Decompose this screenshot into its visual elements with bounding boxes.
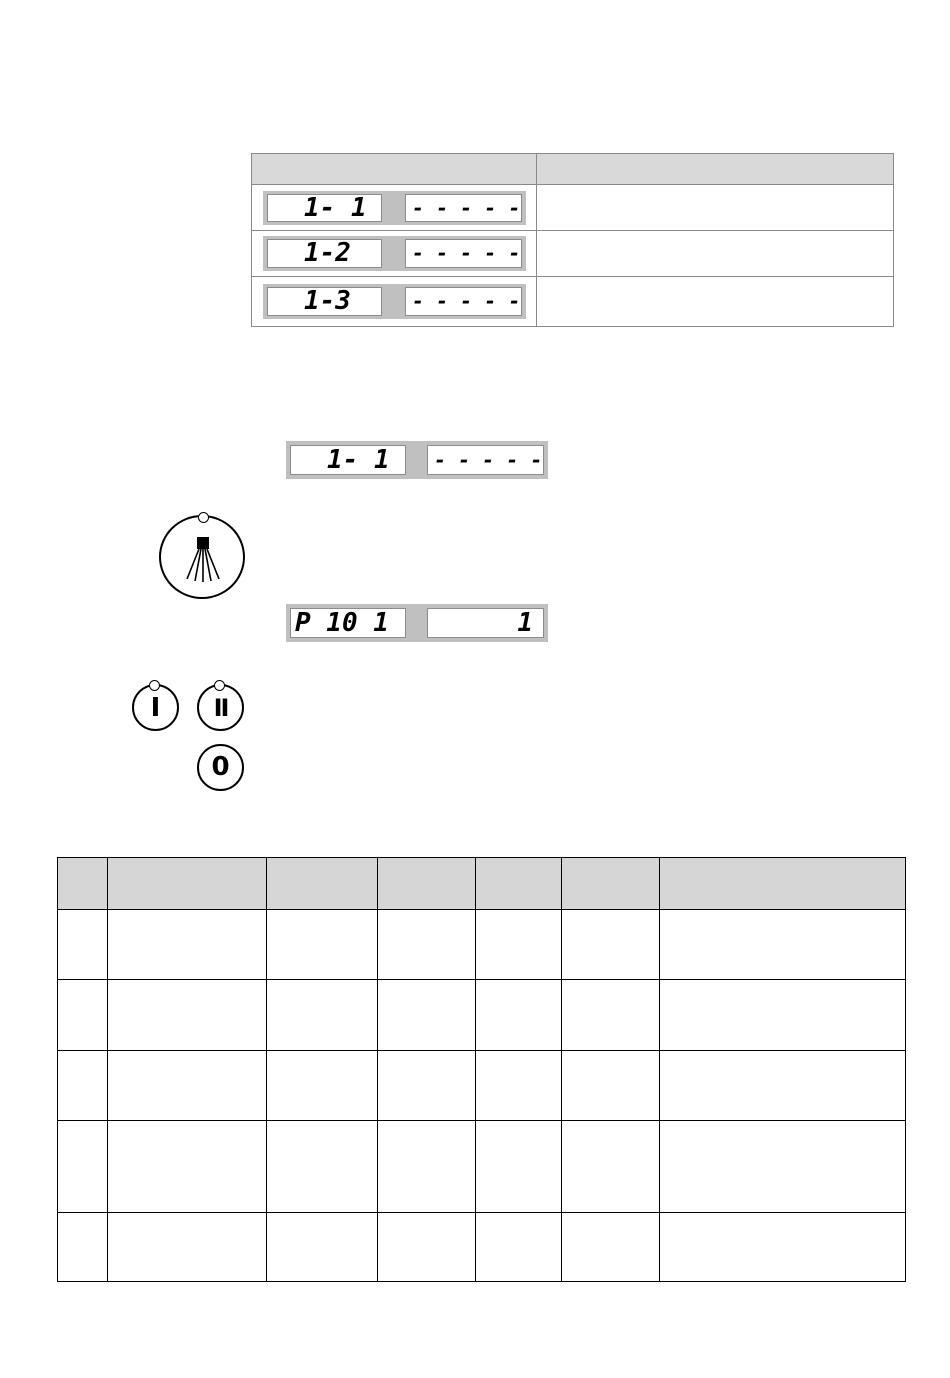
program-table <box>251 153 894 327</box>
indicator-led <box>214 680 225 691</box>
program-table-display-cell <box>252 185 537 230</box>
lcd-program-number: 1- 1 <box>267 194 382 222</box>
program-table-description-cell <box>537 231 893 276</box>
program-table-header-cell-display <box>252 154 537 184</box>
lcd-program-number: 1-3 <box>267 287 382 316</box>
program-table-row <box>252 185 893 231</box>
program-two-label: II <box>213 694 228 722</box>
column-divider <box>659 858 660 1281</box>
lcd-value: - - - - - <box>405 239 522 268</box>
row-divider <box>58 979 905 980</box>
row-divider <box>58 1120 905 1121</box>
spray-button[interactable] <box>159 515 245 599</box>
program-table-row <box>252 231 893 277</box>
column-divider <box>475 858 476 1281</box>
lcd-parameter-number: P 10 1 <box>290 608 406 638</box>
indicator-led <box>149 680 160 691</box>
column-divider <box>561 858 562 1281</box>
stop-button[interactable] <box>197 744 244 791</box>
spray-nozzle-icon <box>159 515 245 599</box>
lcd-value: - - - - - <box>427 445 544 475</box>
lcd-value: - - - - - <box>405 287 522 316</box>
lcd-display-program <box>286 441 548 479</box>
program-two-button[interactable] <box>197 684 244 731</box>
parameter-table-header <box>58 858 905 909</box>
parameter-table <box>57 857 906 1282</box>
program-one-label: I <box>150 693 161 723</box>
lcd-value: 1 <box>427 608 544 638</box>
program-one-button[interactable] <box>132 684 179 731</box>
lcd-value: - - - - - <box>405 194 522 222</box>
program-table-row <box>252 277 893 326</box>
program-table-display-cell <box>252 231 537 276</box>
lcd-display <box>263 284 526 319</box>
program-table-header <box>252 154 893 185</box>
program-table-description-cell <box>537 277 893 326</box>
lcd-program-number: 1- 1 <box>290 445 406 475</box>
lcd-program-number: 1-2 <box>267 239 382 268</box>
stop-label: 0 <box>211 752 230 782</box>
column-divider <box>266 858 267 1281</box>
program-table-description-cell <box>537 185 893 230</box>
column-divider <box>107 858 108 1281</box>
column-divider <box>377 858 378 1281</box>
program-table-display-cell <box>252 277 537 326</box>
lcd-display <box>263 191 526 225</box>
row-divider <box>58 909 905 910</box>
lcd-display <box>263 236 526 271</box>
row-divider <box>58 1050 905 1051</box>
row-divider <box>58 1212 905 1213</box>
lcd-display-parameter <box>286 604 548 642</box>
